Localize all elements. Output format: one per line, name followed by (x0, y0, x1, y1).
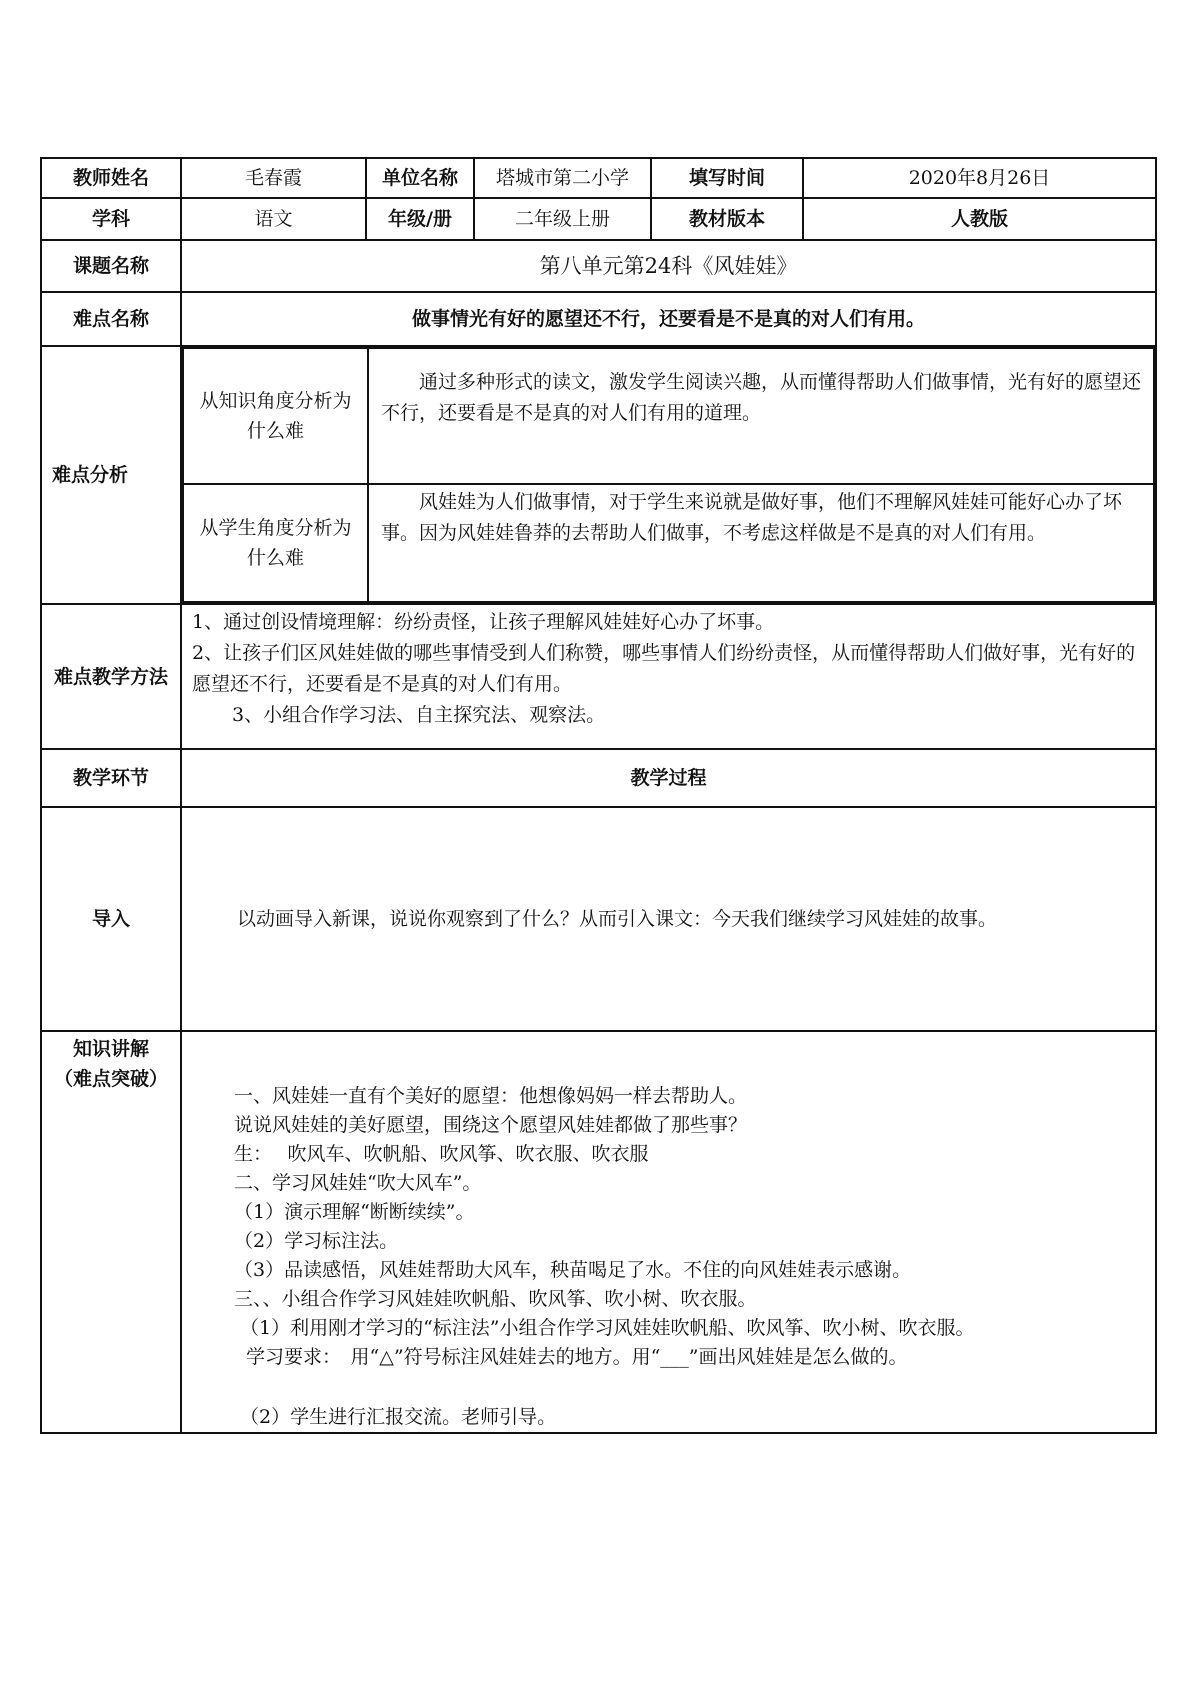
teacher-label: 教师姓名 (41, 158, 181, 198)
subject-label: 学科 (41, 198, 181, 240)
knowledge-angle-text: 通过多种形式的读文，激发学生阅读兴趣，从而懂得帮助人们做事情，光有好的愿望还不行，还要看是不是真的对人们有用的道理。 (381, 371, 1142, 424)
edition-value: 人教版 (803, 198, 1156, 240)
knowledge-label-line-1: 知识讲解 (72, 1038, 149, 1060)
method-label: 难点教学方法 (41, 604, 181, 749)
date-value: 2020年8月26日 (803, 158, 1156, 198)
knowledge-line: （1）演示理解“断断续续”。 (234, 1201, 475, 1223)
lesson-plan-table (40, 157, 1157, 1434)
method-line-1: 1、通过创设情境理解：纷纷责怪，让孩子理解风娃娃好心办了坏事。 (192, 611, 775, 633)
difficulty-value: 做事情光有好的愿望还不行，还要看是不是真的对人们有用。 (181, 292, 1156, 346)
knowledge-row (41, 1031, 1156, 1433)
topic-label: 课题名称 (41, 240, 181, 292)
analysis-row (41, 346, 1156, 604)
analysis-subtable (182, 347, 1155, 603)
header-row-1 (41, 158, 1156, 198)
knowledge-last-line: （2）学生进行汇报交流。老师引导。 (240, 1406, 557, 1428)
process-detail-header: 教学过程 (181, 749, 1156, 807)
unit-value: 塔城市第二小学 (474, 158, 651, 198)
topic-row (41, 240, 1156, 292)
grade-label: 年级/册 (366, 198, 474, 240)
edition-label: 教材版本 (651, 198, 803, 240)
intro-label: 导入 (41, 807, 181, 1031)
topic-value: 第八单元第24科《风娃娃》 (181, 240, 1156, 292)
knowledge-line: 生： 吹风车、吹帆船、吹风筝、吹衣服、吹衣服 (234, 1143, 649, 1165)
knowledge-label-line-2: （难点突破） (53, 1068, 168, 1090)
knowledge-sub-line: 学习要求： 用“△”符号标注风娃娃去的地方。用“___”画出风娃娃是怎么做的。 (240, 1346, 908, 1368)
method-line-2: 2、让孩子们区风娃娃做的哪些事情受到人们称赞，哪些事情人们纷纷责怪，从而懂得帮助人们做好事，光有好的愿望还不行，还要看是不是真的对人们有用。 (192, 642, 1136, 695)
unit-label: 单位名称 (366, 158, 474, 198)
lesson-plan-page (40, 157, 1155, 1434)
difficulty-row (41, 292, 1156, 346)
subject-value: 语文 (181, 198, 366, 240)
analysis-label: 难点分析 (41, 346, 181, 604)
knowledge-line: 一、风娃娃一直有个美好的愿望：他想像妈妈一样去帮助人。 (234, 1085, 748, 1107)
knowledge-line: 说说风娃娃的美好愿望，围绕这个愿望风娃娃都做了那些事？ (234, 1114, 748, 1136)
knowledge-line: （2）学习标注法。 (234, 1230, 399, 1252)
header-row-2 (41, 198, 1156, 240)
process-step-header: 教学环节 (41, 749, 181, 807)
method-row (41, 604, 1156, 749)
method-line-3: 3、小组合作学习法、自主探究法、观察法。 (232, 704, 606, 726)
knowledge-line: 三、、小组合作学习风娃娃吹帆船、吹风筝、吹小树、吹衣服。 (234, 1288, 757, 1310)
process-header-row (41, 749, 1156, 807)
difficulty-label: 难点名称 (41, 292, 181, 346)
knowledge-angle-label: 从知识角度分析为什么难 (183, 348, 368, 484)
student-angle-text: 风娃娃为人们做事情，对于学生来说就是做好事，他们不理解风娃娃可能好心办了坏事。因为风娃娃鲁莽的去帮助人们做事，不考虑这样做是不是真的对人们有用。 (381, 491, 1123, 544)
knowledge-line: 二、学习风娃娃“吹大风车”。 (234, 1172, 482, 1194)
grade-value: 二年级上册 (474, 198, 651, 240)
intro-text: 以动画导入新课，说说你观察到了什么？从而引入课文：今天我们继续学习风娃娃的故事。 (181, 807, 1156, 1031)
student-angle-label: 从学生角度分析为什么难 (183, 484, 368, 602)
intro-row (41, 807, 1156, 1031)
knowledge-sub-line: （1）利用刚才学习的“标注法”小组合作学习风娃娃吹帆船、吹风筝、吹小树、吹衣服。 (240, 1317, 975, 1339)
knowledge-line: （3）品读感悟，风娃娃帮助大风车，秧苗喝足了水。不住的向风娃娃表示感谢。 (234, 1259, 912, 1281)
teacher-value: 毛春霞 (181, 158, 366, 198)
date-label: 填写时间 (651, 158, 803, 198)
